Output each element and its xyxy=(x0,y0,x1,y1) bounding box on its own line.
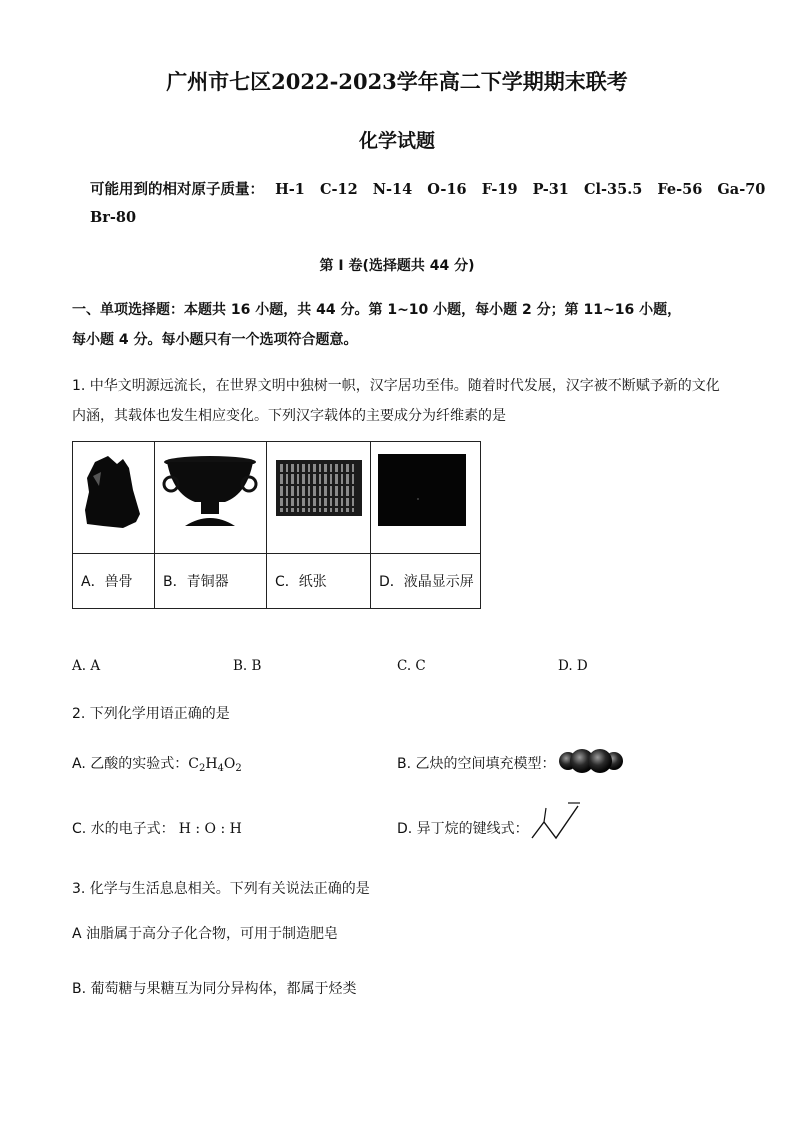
acetylene-model-icon xyxy=(558,747,624,775)
atomic-mass-line xyxy=(90,178,765,199)
atomic-mass-item: P-31 xyxy=(532,181,569,198)
atomic-mass-item: C-12 xyxy=(319,181,358,198)
choice-a[interactable]: A. A xyxy=(72,658,101,674)
question-2-option-d[interactable] xyxy=(397,818,529,838)
image-cell-bronze xyxy=(155,442,267,554)
question-2-option-a[interactable] xyxy=(72,753,242,774)
option-b-prefix: B. 乙炔的空间填充模型： xyxy=(397,756,556,772)
bone-image xyxy=(73,442,154,549)
choice-c[interactable]: C. C xyxy=(397,658,426,674)
option-c-prefix: C. 水的电子式： xyxy=(72,821,175,837)
page-subtitle: 化学试题 xyxy=(358,130,435,152)
atomic-mass-label: 可能用到的相对原子质量： xyxy=(90,181,264,198)
atomic-mass-item: Br-80 xyxy=(90,209,137,226)
atomic-mass-item: H-1 xyxy=(275,181,305,198)
isobutane-skeletal-icon xyxy=(528,800,588,844)
section-instructions: 每小题 4 分。每小题只有一个选项符合题意。 xyxy=(72,332,358,348)
question-2-option-c[interactable] xyxy=(72,818,242,838)
image-cell-lcd xyxy=(371,442,481,554)
table-label-a: A．兽骨 xyxy=(73,554,155,609)
volume-title: 第 I 卷(选择题共 44 分) xyxy=(319,258,475,274)
atomic-mass-item: O-16 xyxy=(427,181,467,198)
atomic-mass-item: Fe-56 xyxy=(657,181,703,198)
electron-formula: H : O : H xyxy=(178,821,242,837)
image-cell-paper xyxy=(267,442,371,554)
table-label-c: C．纸张 xyxy=(267,554,371,609)
lcd-screen-image xyxy=(371,442,480,549)
empirical-formula: $C_2H_4O_2$ xyxy=(188,756,242,774)
option-d-prefix: D. 异丁烷的键线式： xyxy=(397,821,529,837)
atomic-mass-item: N-14 xyxy=(372,181,413,198)
bronze-vessel-image xyxy=(155,442,266,549)
question-3-option-a[interactable]: A 油脂属于高分子化合物，可用于制造肥皂 xyxy=(72,926,339,942)
question-3-option-b[interactable]: B. 葡萄糖与果糖互为同分异构体，都属于烃类 xyxy=(72,981,357,997)
option-a-prefix: A. 乙酸的实验式： xyxy=(72,756,189,772)
section-instructions: 一、单项选择题：本题共 16 小题，共 44 分。第 1~10 小题，每小题 2 分；第 11~16 小题， xyxy=(72,302,682,318)
choice-b[interactable]: B. B xyxy=(233,658,262,674)
image-cell-bone xyxy=(73,442,155,554)
page-title: 广州市七区2022-2023学年高二下学期期末联考 xyxy=(166,69,628,94)
atomic-mass-item: Ga-70 xyxy=(717,181,766,198)
question-3-stem: 3. 化学与生活息息相关。下列有关说法正确的是 xyxy=(72,881,370,897)
table-label-b: B．青铜器 xyxy=(155,554,267,609)
table-label-d: D．液晶显示屏 xyxy=(371,554,481,609)
question-2-stem: 2. 下列化学用语正确的是 xyxy=(72,706,230,722)
question-1-stem: 内涵，其载体也发生相应变化。下列汉字载体的主要成分为纤维素的是 xyxy=(72,408,506,424)
paper-image xyxy=(267,442,370,549)
choice-d[interactable]: D. D xyxy=(558,658,588,674)
question-1-table xyxy=(72,441,481,609)
atomic-mass-item: Cl-35.5 xyxy=(583,181,643,198)
question-2-option-b[interactable] xyxy=(397,753,556,773)
atomic-mass-item: F-19 xyxy=(481,181,518,198)
question-1-stem: 1. 中华文明源远流长，在世界文明中独树一帜，汉字居功至伟。随着时代发展，汉字被不断赋予新的文化 xyxy=(72,378,720,394)
